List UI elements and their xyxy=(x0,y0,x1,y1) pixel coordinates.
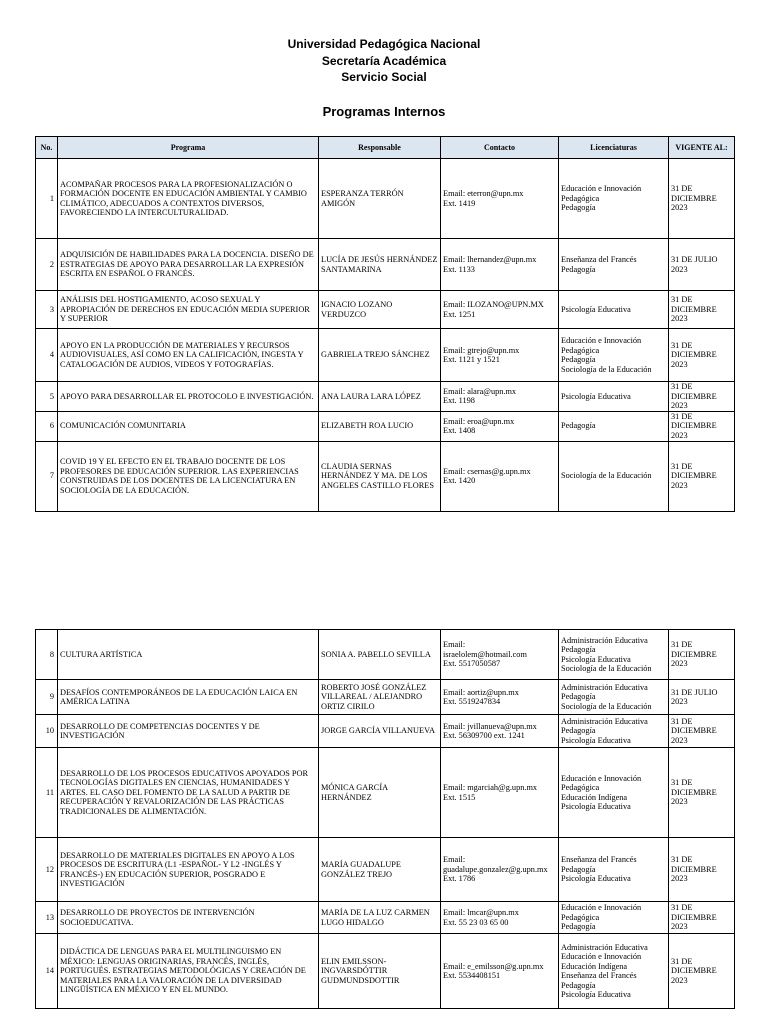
degree-programs-text: Administración Educativa Educación e Innovación Educación Indígena Enseñanza del Francés Pedagogía Psicología Educativa xyxy=(561,942,648,999)
program-name xyxy=(58,838,319,902)
valid-until-text: 31 DE DICIEMBRE 2023 xyxy=(671,640,717,669)
table-row xyxy=(36,680,735,715)
row-number-text: 9 xyxy=(49,692,54,702)
degree-programs-text: Administración Educativa Pedagogía Sociología de la Educación xyxy=(561,682,652,711)
valid-until xyxy=(669,411,735,441)
program-name-text: DESAFÍOS CONTEMPORÁNEOS DE LA EDUCACIÓN LAICA EN AMÉRICA LATINA xyxy=(60,687,298,706)
degree-programs xyxy=(559,838,669,902)
contact-info-text: Email: csernas@g.upn.mx Ext. 1420 xyxy=(443,466,531,485)
contact-info-text: Email: israelolem@hotmail.com Ext. 5517050587 xyxy=(443,640,527,669)
contact-info-text: Email: guadalupe.gonzalez@g.upn.mx Ext. 1786 xyxy=(443,855,548,884)
col-header-no: No. xyxy=(36,137,58,159)
contact-info xyxy=(441,838,559,902)
contact-info xyxy=(441,715,559,748)
servicio-name: Servicio Social xyxy=(341,70,427,84)
contact-info-text: Email: lhernandez@upn.mx Ext. 1133 xyxy=(443,255,537,274)
valid-until-text: 31 DE DICIEMBRE 2023 xyxy=(671,382,717,410)
row-number-text: 6 xyxy=(49,421,54,431)
responsible-person-text: CLAUDIA SERNAS HERNÁNDEZ Y MA. DE LOS ANGELES CASTILLO FLORES xyxy=(321,461,434,490)
program-name-text: ACOMPAÑAR PROCESOS PARA LA PROFESIONALIZACIÓN O FORMACIÓN DOCENTE EN EDUCACIÓN AMBIENTAL Y CAMBIO CLIMÁTICO, ADECUADOS A CONTEXTOS DIVERSOS, FAVORECIENDO LA INTERCULTURALIDAD. xyxy=(60,179,307,217)
contact-info xyxy=(441,239,559,291)
contact-info-text: Email: eroa@upn.mx Ext. 1408 xyxy=(443,416,515,435)
responsible-person xyxy=(319,838,441,902)
program-name xyxy=(58,411,319,441)
degree-programs-text: Enseñanza del Francés Pedagogía Psicología Educativa xyxy=(561,855,637,884)
degree-programs xyxy=(559,680,669,715)
col-header-responsable: Responsable xyxy=(319,137,441,159)
university-name: Universidad Pedagógica Nacional xyxy=(287,37,481,51)
col-header-vigente: VIGENTE AL: xyxy=(669,137,735,159)
degree-programs xyxy=(559,934,669,1009)
row-number xyxy=(36,630,58,680)
row-number xyxy=(36,934,58,1009)
row-number xyxy=(36,441,58,511)
table-header-row xyxy=(36,137,735,159)
contact-info-text: Email: lmcar@upn.mx Ext. 55 23 03 65 00 xyxy=(443,908,519,927)
program-name xyxy=(58,715,319,748)
valid-until-text: 31 DE DICIEMBRE 2023 xyxy=(671,956,717,985)
row-number-text: 5 xyxy=(49,391,54,401)
row-number-text: 1 xyxy=(49,193,54,203)
row-number-text: 3 xyxy=(49,304,54,314)
program-name xyxy=(58,382,319,412)
row-number xyxy=(36,239,58,291)
program-name-text: COMUNICACIÓN COMUNITARIA xyxy=(60,421,186,431)
row-number-text: 14 xyxy=(45,966,54,976)
valid-until xyxy=(669,239,735,291)
responsible-person-text: MARÍA GUADALUPE GONZÁLEZ TREJO xyxy=(321,860,401,879)
valid-until xyxy=(669,159,735,239)
row-number xyxy=(36,838,58,902)
responsible-person xyxy=(319,934,441,1009)
degree-programs-text: Administración Educativa Pedagogía Psicología Educativa xyxy=(561,716,648,745)
responsible-person xyxy=(319,382,441,412)
row-number xyxy=(36,748,58,838)
contact-info-text: Email: alara@upn.mx Ext. 1198 xyxy=(443,386,517,406)
row-number xyxy=(36,291,58,329)
page-title: Programas Internos xyxy=(322,104,446,119)
valid-until xyxy=(669,934,735,1009)
program-name-text: APOYO EN LA PRODUCCIÓN DE MATERIALES Y RECURSOS AUDIOVISUALES, ASÍ COMO EN LA CALIFICACIÓN, INGESTA Y CATALOGACIÓN DE AUDIOS, VIDEOS Y FOTOGRAFÍAS. xyxy=(60,340,304,369)
table-row xyxy=(36,159,735,239)
responsible-person-text: ROBERTO JOSÉ GONZÁLEZ VILLAREAL / ALEJANDRO ORTIZ CIRILO xyxy=(321,682,427,711)
program-name xyxy=(58,748,319,838)
program-name xyxy=(58,441,319,511)
row-number xyxy=(36,159,58,239)
program-name-text: APOYO PARA DESARROLLAR EL PROTOCOLO E INVESTIGACIÓN. xyxy=(60,391,314,401)
responsible-person xyxy=(319,902,441,934)
program-name-text: DESARROLLO DE LOS PROCESOS EDUCATIVOS APOYADOS POR TECNOLOGÍAS DIGITALES EN CIENCIAS, HUMANIDADES Y ARTES. EL CASO DEL FOMENTO DE LA SALUD A PARTIR DE RECUPERACIÓN Y REVALORIZACIÓN DE LAS PRÁCTICAS TRADICIONALES DE ALIMENTACIÓN. xyxy=(60,768,309,816)
secretaria-name: Secretaría Académica xyxy=(321,53,447,68)
programs-table-page1 xyxy=(35,136,735,512)
valid-until xyxy=(669,715,735,748)
responsible-person-text: MARÍA DE LA LUZ CARMEN LUGO HIDALGO xyxy=(321,908,430,927)
valid-until-text: 31 DE JULIO 2023 xyxy=(671,255,718,274)
responsible-person-text: JORGE GARCÍA VILLANUEVA xyxy=(321,726,436,736)
valid-until-text: 31 DE DICIEMBRE 2023 xyxy=(671,855,717,884)
contact-info xyxy=(441,902,559,934)
table-row xyxy=(36,441,735,511)
degree-programs xyxy=(559,291,669,329)
degree-programs-text: Sociología de la Educación xyxy=(561,471,652,481)
valid-until-text: 31 DE DICIEMBRE 2023 xyxy=(671,295,717,324)
contact-info-text: Email: ILOZANO@UPN.MX Ext. 1251 xyxy=(443,300,544,319)
row-number xyxy=(36,680,58,715)
contact-info xyxy=(441,411,559,441)
row-number-text: 7 xyxy=(49,471,54,481)
responsible-person-text: SONIA A. PABELLO SEVILLA xyxy=(321,649,431,659)
valid-until-text: 31 DE DICIEMBRE 2023 xyxy=(671,184,717,213)
degree-programs-text: Educación e Innovación Pedagógica Pedagogía xyxy=(561,903,642,932)
program-name-text: DESARROLLO DE PROYECTOS DE INTERVENCIÓN SOCIOEDUCATIVA. xyxy=(60,908,255,927)
valid-until xyxy=(669,382,735,412)
row-number xyxy=(36,382,58,412)
responsible-person xyxy=(319,630,441,680)
row-number-text: 2 xyxy=(49,259,54,269)
program-name xyxy=(58,902,319,934)
contact-info-text: Email: e_emilsson@g.upn.mx Ext. 5534408151 xyxy=(443,961,544,980)
degree-programs-text: Educación e Innovación Pedagógica Pedagogía xyxy=(561,184,642,213)
degree-programs-text: Pedagogía xyxy=(561,421,596,431)
valid-until xyxy=(669,902,735,934)
program-name-text: ANÁLISIS DEL HOSTIGAMIENTO, ACOSO SEXUAL Y APROPIACIÓN DE DERECHOS EN EDUCACIÓN MEDIA SUPERIOR Y SUPERIOR xyxy=(60,295,310,324)
degree-programs xyxy=(559,159,669,239)
table-row xyxy=(36,630,735,680)
table-row xyxy=(36,411,735,441)
responsible-person-text: LUCÍA DE JESÚS HERNÁNDEZ SANTAMARINA xyxy=(321,255,438,274)
responsible-person xyxy=(319,291,441,329)
contact-info-text: Email: eterron@upn.mx Ext. 1419 xyxy=(443,189,524,208)
degree-programs xyxy=(559,329,669,382)
responsible-person xyxy=(319,715,441,748)
program-name xyxy=(58,159,319,239)
row-number xyxy=(36,411,58,441)
row-number-text: 8 xyxy=(49,649,54,659)
valid-until-text: 31 DE DICIEMBRE 2023 xyxy=(671,461,717,490)
table-row xyxy=(36,239,735,291)
degree-programs xyxy=(559,902,669,934)
responsible-person-text: GABRIELA TREJO SÁNCHEZ xyxy=(321,350,430,360)
valid-until xyxy=(669,838,735,902)
degree-programs xyxy=(559,411,669,441)
degree-programs-text: Educación e Innovación Pedagógica Pedagogía Sociología de la Educación xyxy=(561,336,652,374)
valid-until-text: 31 DE DICIEMBRE 2023 xyxy=(671,340,717,369)
row-number xyxy=(36,715,58,748)
row-number-text: 12 xyxy=(45,864,54,874)
degree-programs xyxy=(559,441,669,511)
table-row xyxy=(36,382,735,412)
table-row xyxy=(36,291,735,329)
valid-until xyxy=(669,748,735,838)
responsible-person xyxy=(319,411,441,441)
degree-programs-text: Psicología Educativa xyxy=(561,391,631,401)
program-name xyxy=(58,329,319,382)
table-row xyxy=(36,748,735,838)
responsible-person-text: ELIN EMILSSON-INGVARSDÓTTIR GUDMUNDSDOTTIR xyxy=(321,956,400,985)
program-name xyxy=(58,680,319,715)
responsible-person-text: IGNACIO LOZANO VERDUZCO xyxy=(321,300,393,319)
program-name-text: ADQUISICIÓN DE HABILIDADES PARA LA DOCENCIA. DISEÑO DE ESTRATEGIAS DE APOYO PARA DESARROLLAR LA EXPRESIÓN ESCRITA EN ESPAÑOL O FRANCÉS. xyxy=(60,250,314,279)
table-row xyxy=(36,934,735,1009)
degree-programs-text: Psicología Educativa xyxy=(561,304,631,314)
responsible-person-text: ESPERANZA TERRÓN AMIGÓN xyxy=(321,189,404,208)
program-name xyxy=(58,291,319,329)
contact-info-text: Email: aortiz@upn.mx Ext. 5519247834 xyxy=(443,687,519,706)
program-name-text: DESARROLLO DE COMPETENCIAS DOCENTES Y DE INVESTIGACIÓN xyxy=(60,721,260,740)
row-number-text: 13 xyxy=(45,912,54,922)
contact-info-text: Email: jvillanueva@upn.mx Ext. 56309700 ext. 1241 xyxy=(443,721,537,740)
row-number xyxy=(36,902,58,934)
valid-until xyxy=(669,291,735,329)
program-name xyxy=(58,934,319,1009)
table-row xyxy=(36,838,735,902)
program-name xyxy=(58,239,319,291)
valid-until-text: 31 DE DICIEMBRE 2023 xyxy=(671,778,717,807)
valid-until-text: 31 DE DICIEMBRE 2023 xyxy=(671,411,717,440)
col-header-licenciaturas: Licenciaturas xyxy=(559,137,669,159)
program-name-text: DIDÁCTICA DE LENGUAS PARA EL MULTILINGUISMO EN MÉXICO: LENGUAS ORIGINARIAS, FRANCÉS, INGLÉS, PORTUGUÉS. ESTRATEGIAS METODOLÓGICAS Y CREACIÓN DE MATERIALES PARA LA VALORACIÓN DE LA DIVERSIDAD LINGÜÍSTICA EN MÉXICO Y EN EL MUNDO. xyxy=(60,947,306,995)
programs-table-page2 xyxy=(35,629,735,1009)
contact-info xyxy=(441,291,559,329)
table-row xyxy=(36,329,735,382)
valid-until-text: 31 DE DICIEMBRE 2023 xyxy=(671,716,717,745)
degree-programs-text: Administración Educativa Pedagogía Psicología Educativa Sociología de la Educación xyxy=(561,635,652,673)
valid-until xyxy=(669,441,735,511)
contact-info xyxy=(441,159,559,239)
responsible-person xyxy=(319,441,441,511)
responsible-person-text: MÓNICA GARCÍA HERNÁNDEZ xyxy=(321,783,388,802)
responsible-person xyxy=(319,680,441,715)
degree-programs xyxy=(559,239,669,291)
degree-programs xyxy=(559,715,669,748)
contact-info-text: Email: gtrejo@upn.mx Ext. 1121 y 1521 xyxy=(443,345,520,364)
col-header-contacto: Contacto xyxy=(441,137,559,159)
row-number-text: 11 xyxy=(46,787,54,797)
contact-info xyxy=(441,441,559,511)
responsible-person xyxy=(319,159,441,239)
valid-until xyxy=(669,630,735,680)
degree-programs xyxy=(559,630,669,680)
program-name-text: CULTURA ARTÍSTICA xyxy=(60,649,143,659)
degree-programs xyxy=(559,748,669,838)
responsible-person-text: ANA LAURA LARA LÓPEZ xyxy=(321,391,421,401)
valid-until-text: 31 DE JULIO 2023 xyxy=(671,687,718,706)
row-number xyxy=(36,329,58,382)
row-number-text: 4 xyxy=(49,350,54,360)
contact-info xyxy=(441,934,559,1009)
responsible-person xyxy=(319,239,441,291)
contact-info xyxy=(441,329,559,382)
row-number-text: 10 xyxy=(45,726,54,736)
contact-info xyxy=(441,748,559,838)
program-name xyxy=(58,630,319,680)
degree-programs-text: Educación e Innovación Pedagógica Educación Indígena Psicología Educativa xyxy=(561,773,642,811)
contact-info xyxy=(441,680,559,715)
table-row xyxy=(36,902,735,934)
responsible-person-text: ELIZABETH ROA LUCIO xyxy=(321,421,414,431)
col-header-programa: Programa xyxy=(58,137,319,159)
responsible-person xyxy=(319,329,441,382)
document-header xyxy=(0,36,768,86)
valid-until-text: 31 DE DICIEMBRE 2023 xyxy=(671,903,717,932)
valid-until xyxy=(669,680,735,715)
contact-info-text: Email: mgarciah@g.upn.mx Ext. 1515 xyxy=(443,783,538,802)
contact-info xyxy=(441,630,559,680)
program-name-text: COVID 19 Y EL EFECTO EN EL TRABAJO DOCENTE DE LOS PROFESORES DE EDUCACIÓN SUPERIOR. LAS EXPERIENCIAS CONSTRUIDAS DE LOS DOCENTES DE LA LICENCIATURA EN SOCIOLOGÍA DE LA EDUCACIÓN. xyxy=(60,457,299,495)
degree-programs-text: Enseñanza del Francés Pedagogía xyxy=(561,255,637,274)
valid-until xyxy=(669,329,735,382)
program-name-text: DESARROLLO DE MATERIALES DIGITALES EN APOYO A LOS PROCESOS DE ESCRITURA (L1 -ESPAÑOL- Y L2 -INGLÉS Y FRANCÉS-) EN EDUCACIÓN SUPERIOR, POSGRADO E INVESTIGACIÓN xyxy=(60,850,295,888)
table-row xyxy=(36,715,735,748)
degree-programs xyxy=(559,382,669,412)
responsible-person xyxy=(319,748,441,838)
contact-info xyxy=(441,382,559,412)
